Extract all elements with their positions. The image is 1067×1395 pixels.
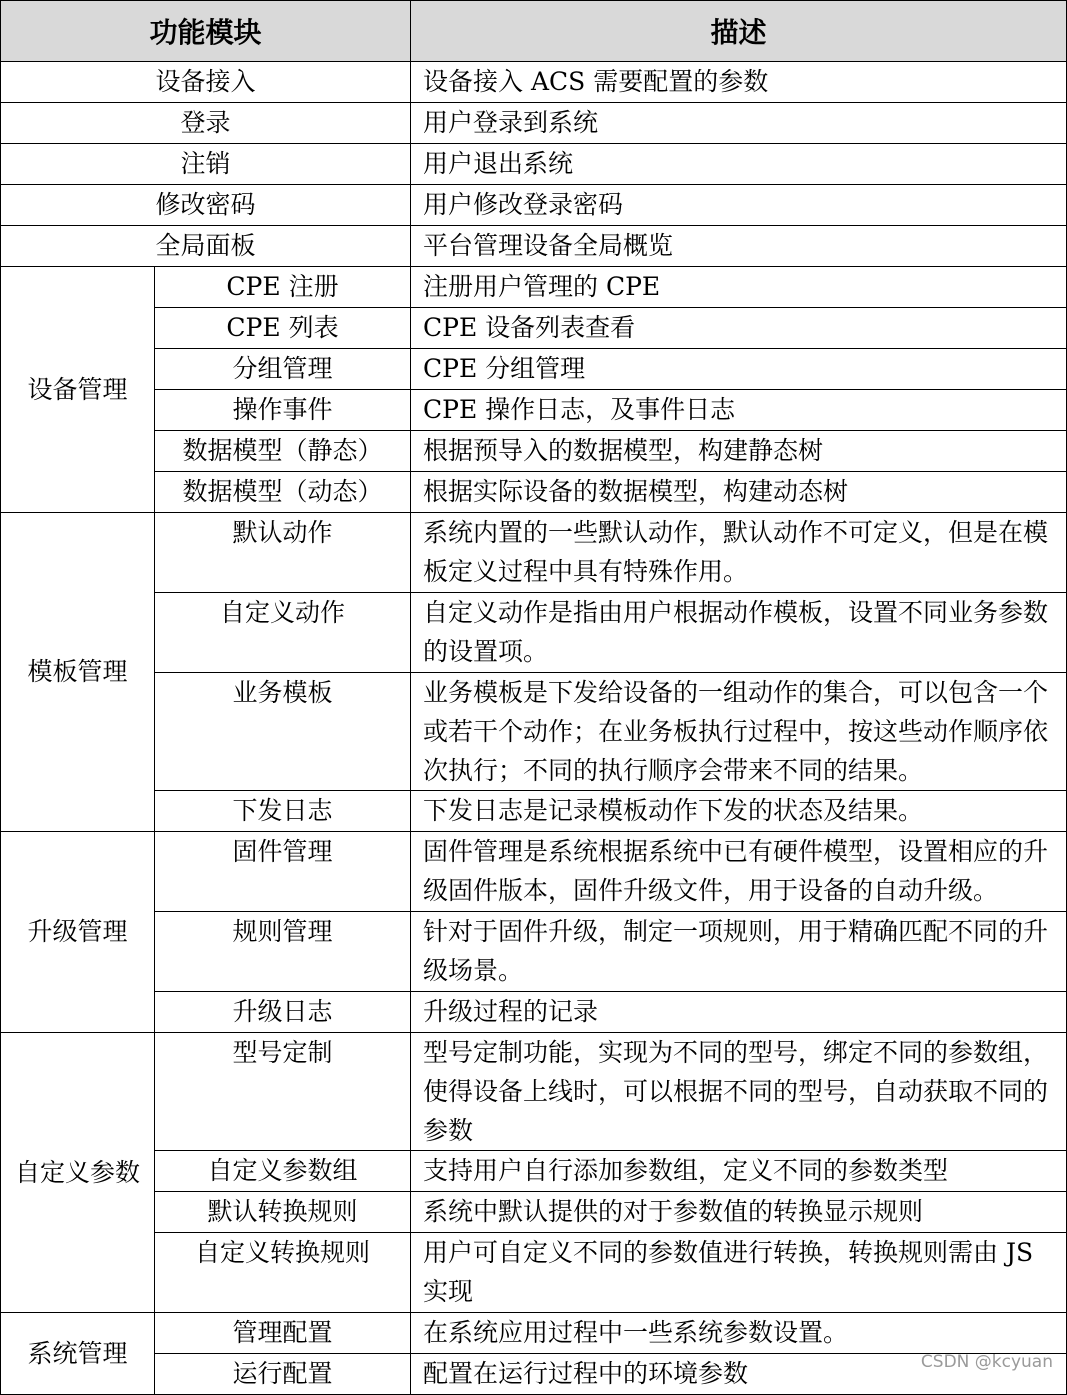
module-cell: 注销 — [1, 144, 411, 185]
table-row — [1, 103, 1067, 144]
description-cell: 注册用户管理的 CPE — [411, 267, 1067, 308]
submodule-cell: 自定义转换规则 — [155, 1233, 411, 1313]
header-module: 功能模块 — [1, 1, 411, 62]
description-cell: 用户登录到系统 — [411, 103, 1067, 144]
table-row — [1, 431, 1067, 472]
module-cell: 全局面板 — [1, 226, 411, 267]
description-cell: 用户可自定义不同的参数值进行转换，转换规则需由 JS 实现 — [411, 1233, 1067, 1313]
description-cell: 支持用户自行添加参数组，定义不同的参数类型 — [411, 1151, 1067, 1192]
submodule-cell: CPE 注册 — [155, 267, 411, 308]
description-cell: 下发日志是记录模板动作下发的状态及结果。 — [411, 791, 1067, 832]
module-cell: 设备接入 — [1, 62, 411, 103]
group-cell-device-management: 设备管理 — [1, 267, 155, 513]
group-cell-custom-parameters: 自定义参数 — [1, 1033, 155, 1313]
description-cell: 针对于固件升级，制定一项规则，用于精确匹配不同的升级场景。 — [411, 912, 1067, 992]
submodule-cell: 业务模板 — [155, 673, 411, 791]
group-cell-upgrade-management: 升级管理 — [1, 832, 155, 1033]
table-row — [1, 1033, 1067, 1151]
description-cell: 系统内置的一些默认动作，默认动作不可定义，但是在模板定义过程中具有特殊作用。 — [411, 513, 1067, 593]
submodule-cell: 操作事件 — [155, 390, 411, 431]
table-row — [1, 593, 1067, 673]
description-cell: CPE 设备列表查看 — [411, 308, 1067, 349]
submodule-cell: 型号定制 — [155, 1033, 411, 1151]
watermark-text: CSDN @kcyuan — [920, 1352, 1053, 1372]
table-row — [1, 62, 1067, 103]
table-row — [1, 673, 1067, 791]
description-cell: 在系统应用过程中一些系统参数设置。 — [411, 1313, 1067, 1354]
description-cell: 固件管理是系统根据系统中已有硬件模型，设置相应的升级固件版本，固件升级文件，用于设备的自动升级。 — [411, 832, 1067, 912]
table-row — [1, 390, 1067, 431]
table-row — [1, 1313, 1067, 1354]
description-cell: 用户退出系统 — [411, 144, 1067, 185]
submodule-cell: 默认动作 — [155, 513, 411, 593]
table-row — [1, 226, 1067, 267]
submodule-cell: CPE 列表 — [155, 308, 411, 349]
description-cell: 平台管理设备全局概览 — [411, 226, 1067, 267]
submodule-cell: 运行配置 — [155, 1354, 411, 1395]
submodule-cell: 管理配置 — [155, 1313, 411, 1354]
description-cell: 自定义动作是指由用户根据动作模板，设置不同业务参数的设置项。 — [411, 593, 1067, 673]
table-row — [1, 912, 1067, 992]
group-cell-system-management: 系统管理 — [1, 1313, 155, 1395]
table-row — [1, 513, 1067, 593]
table-row — [1, 832, 1067, 912]
table-row — [1, 308, 1067, 349]
description-cell: 设备接入 ACS 需要配置的参数 — [411, 62, 1067, 103]
submodule-cell: 自定义参数组 — [155, 1151, 411, 1192]
table-row — [1, 472, 1067, 513]
description-cell: 根据实际设备的数据模型，构建动态树 — [411, 472, 1067, 513]
table-row — [1, 1192, 1067, 1233]
description-cell: 型号定制功能，实现为不同的型号，绑定不同的参数组，使得设备上线时，可以根据不同的型号，自动获取不同的参数 — [411, 1033, 1067, 1151]
description-cell: 用户修改登录密码 — [411, 185, 1067, 226]
header-row — [1, 1, 1067, 62]
table-row — [1, 992, 1067, 1033]
submodule-cell: 自定义动作 — [155, 593, 411, 673]
table-row — [1, 267, 1067, 308]
table-row — [1, 185, 1067, 226]
group-cell-template-management: 模板管理 — [1, 513, 155, 832]
submodule-cell: 规则管理 — [155, 912, 411, 992]
description-cell: CPE 分组管理 — [411, 349, 1067, 390]
submodule-cell: 固件管理 — [155, 832, 411, 912]
description-cell: 根据预导入的数据模型，构建静态树 — [411, 431, 1067, 472]
description-cell: 升级过程的记录 — [411, 992, 1067, 1033]
submodule-cell: 分组管理 — [155, 349, 411, 390]
description-cell: 系统中默认提供的对于参数值的转换显示规则 — [411, 1192, 1067, 1233]
submodule-cell: 默认转换规则 — [155, 1192, 411, 1233]
module-cell: 修改密码 — [1, 185, 411, 226]
table-row — [1, 1354, 1067, 1395]
header-description: 描述 — [411, 1, 1067, 62]
table-row — [1, 791, 1067, 832]
table-row — [1, 1151, 1067, 1192]
table-row — [1, 349, 1067, 390]
submodule-cell: 数据模型（静态） — [155, 431, 411, 472]
table-row — [1, 1233, 1067, 1313]
table-row — [1, 144, 1067, 185]
submodule-cell: 下发日志 — [155, 791, 411, 832]
description-cell: 业务模板是下发给设备的一组动作的集合，可以包含一个或若干个动作；在业务板执行过程中，按这些动作顺序依次执行；不同的执行顺序会带来不同的结果。 — [411, 673, 1067, 791]
description-cell: CPE 操作日志，及事件日志 — [411, 390, 1067, 431]
description-cell: 配置在运行过程中的环境参数 — [411, 1354, 1067, 1395]
submodule-cell: 升级日志 — [155, 992, 411, 1033]
module-cell: 登录 — [1, 103, 411, 144]
submodule-cell: 数据模型（动态） — [155, 472, 411, 513]
